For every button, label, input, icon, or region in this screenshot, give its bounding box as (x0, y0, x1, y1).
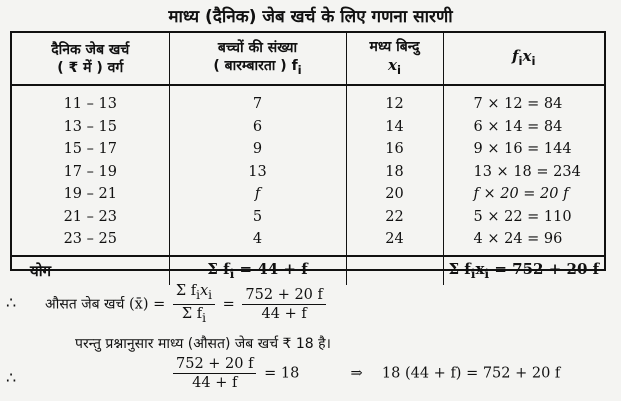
therefore-symbol-2: ∴ (6, 368, 17, 387)
cell-midpoint: 16 (346, 138, 443, 161)
table-row (12, 138, 604, 161)
table-row (12, 161, 604, 184)
table-row (12, 206, 604, 229)
fraction-equation: $\frac{752 + 20 f}{44 + f}$ (173, 355, 256, 392)
cell-fx: 7 × 12 = 84 (443, 85, 604, 116)
cell-midpoint: 14 (346, 116, 443, 139)
table-header-row (12, 33, 604, 85)
cell-class: 23 – 25 (63, 231, 117, 248)
cell-frequency: 9 (169, 138, 346, 161)
cell-frequency: f (169, 183, 346, 206)
total-frequency: Σ $f_i = 44 + f$ (169, 256, 346, 285)
cell-frequency: 4 (169, 228, 346, 256)
table-row (12, 116, 604, 139)
cell-fx: 4 × 24 = 96 (443, 228, 604, 256)
calculation-table (10, 31, 606, 281)
fraction-mean-value: $\frac{752 + 20 f}{44 + f}$ (242, 286, 325, 323)
cell-class: 17 – 19 (63, 163, 117, 180)
cell-class: 11 – 13 (63, 96, 117, 113)
mean-formula-line: औसत जेब खर्च (x̄) = $\frac{\Sigma f_ix_i}{\Sigma f_i}$ = $\frac{752 + 20 f}{44 + f}$ (45, 282, 329, 327)
cell-frequency: 7 (169, 85, 346, 116)
cell-frequency: 5 (169, 206, 346, 229)
final-equation: 18 (44 + f) = 752 + 20 f (381, 365, 561, 382)
cell-midpoint: 12 (346, 85, 443, 116)
table-row (12, 228, 604, 256)
header-class-interval: दैनिक जेब खर्च ( ₹ में ) वर्ग (12, 33, 169, 85)
total-midpoint-empty (346, 256, 443, 285)
total-fx: Σ $f_ix_i = 752 + 20$ f (443, 256, 604, 285)
table-row (12, 183, 604, 206)
cell-frequency: 6 (169, 116, 346, 139)
cell-fx: 6 × 14 = 84 (443, 116, 604, 139)
mean-label: औसत जेब खर्च (45, 296, 125, 313)
given-mean-statement: परन्तु प्रश्नानुसार माध्य (औसत) जेब खर्च ₹ 18 है। (75, 336, 331, 352)
therefore-symbol: ∴ (6, 293, 17, 312)
cell-class: 21 – 23 (63, 208, 117, 225)
cell-class: 19 – 21 (63, 186, 117, 203)
cell-fx: f × 20 = 20 f (443, 183, 604, 206)
xbar-symbol: (x̄) = (129, 296, 166, 313)
cell-fx: 5 × 22 = 110 (443, 206, 604, 229)
table-title: माध्य (दैनिक) जेब खर्च के लिए गणना सारणी (168, 7, 453, 27)
total-label: योग (12, 256, 169, 285)
cell-frequency: 13 (169, 161, 346, 184)
cell-fx: 13 × 18 = 234 (443, 161, 604, 184)
cell-class: 15 – 17 (63, 141, 117, 158)
header-fx: $f_ix_i$ (443, 33, 604, 85)
total-row (12, 256, 604, 285)
cell-fx: 9 × 16 = 144 (443, 138, 604, 161)
cell-midpoint: 24 (346, 228, 443, 256)
cell-class: 13 – 15 (63, 118, 117, 135)
header-frequency: बच्चों की संख्या ( बारम्बारता ) $f_i$ (169, 33, 346, 85)
equation-line: $\frac{752 + 20 f}{44 + f}$ = 18 ⇒ 18 (44 + f) = 752 + 20 f (170, 355, 560, 392)
header-midpoint: मध्य बिन्दु $x_i$ (346, 33, 443, 85)
cell-midpoint: 18 (346, 161, 443, 184)
implies-arrow: ⇒ (350, 365, 363, 382)
fraction-sum-fx-over-sum-f: $\frac{\Sigma f_ix_i}{\Sigma f_i}$ (173, 282, 215, 327)
cell-midpoint: 22 (346, 206, 443, 229)
table-row (12, 85, 604, 116)
cell-midpoint: 20 (346, 183, 443, 206)
